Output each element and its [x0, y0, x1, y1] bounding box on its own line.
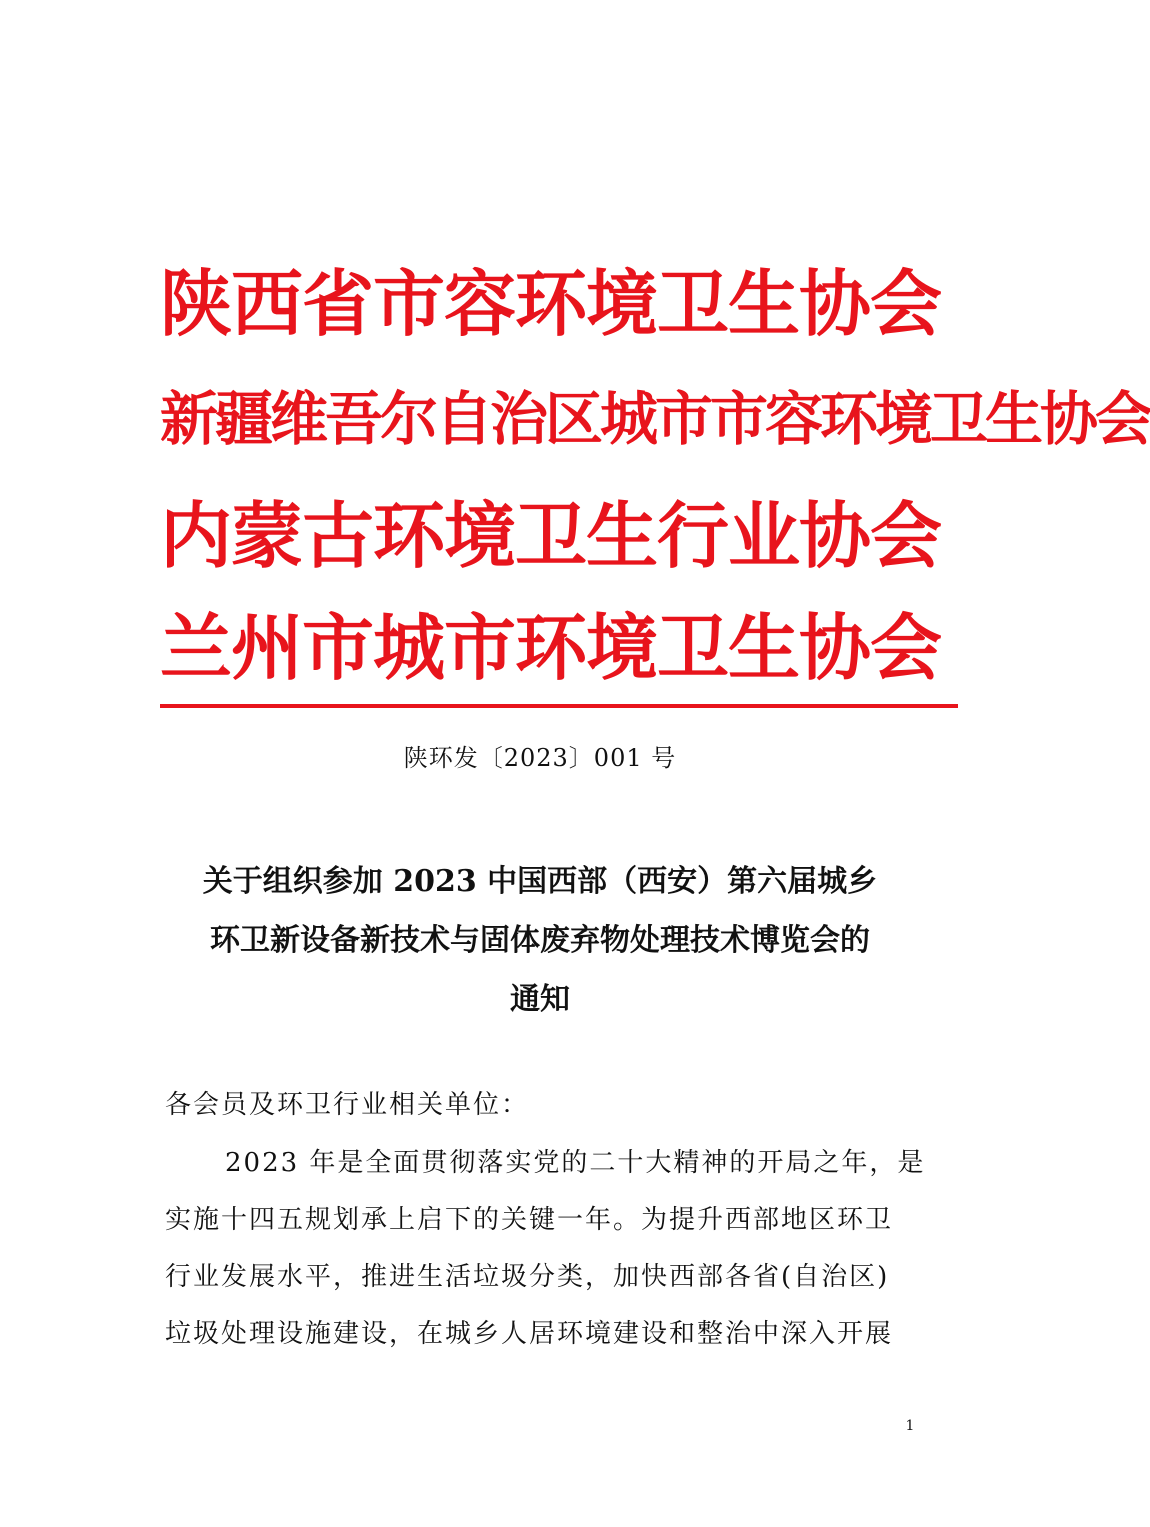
paragraph-line-4: 垃圾处理设施建设，在城乡人居环境建设和整治中深入开展: [165, 1319, 894, 1349]
issuer-name-xinjiang: 新疆维吾尔自治区城市市容环境卫生协会: [160, 385, 1150, 453]
red-header-rule: [160, 704, 958, 708]
issuer-name-inner-mongolia: 内蒙古环境卫生行业协会: [160, 493, 942, 578]
issuer-name-shaanxi: 陕西省市容环境卫生协会: [160, 261, 942, 346]
document-number: 陕环发〔2023〕001 号: [403, 744, 677, 772]
title-line-1: 关于组织参加 2023 中国西部（西安）第六届城乡: [202, 864, 878, 899]
issuer-name-lanzhou: 兰州市城市环境卫生协会: [160, 605, 942, 690]
paragraph-line-3: 行业发展水平，推进生活垃圾分类，加快西部各省(自治区): [165, 1262, 890, 1292]
document-title: [140, 852, 940, 1029]
title-line-3: 通知: [510, 982, 570, 1017]
paragraph-line-1: 2023 年是全面贯彻落实党的二十大精神的开局之年，是: [225, 1148, 926, 1178]
page-number: 1: [905, 1418, 915, 1434]
paragraph-line-2: 实施十四五规划承上启下的关键一年。为提升西部地区环卫: [165, 1205, 894, 1235]
title-line-2: 环卫新设备新技术与固体废弃物处理技术博览会的: [210, 923, 870, 958]
salutation: 各会员及环卫行业相关单位：: [165, 1090, 530, 1120]
